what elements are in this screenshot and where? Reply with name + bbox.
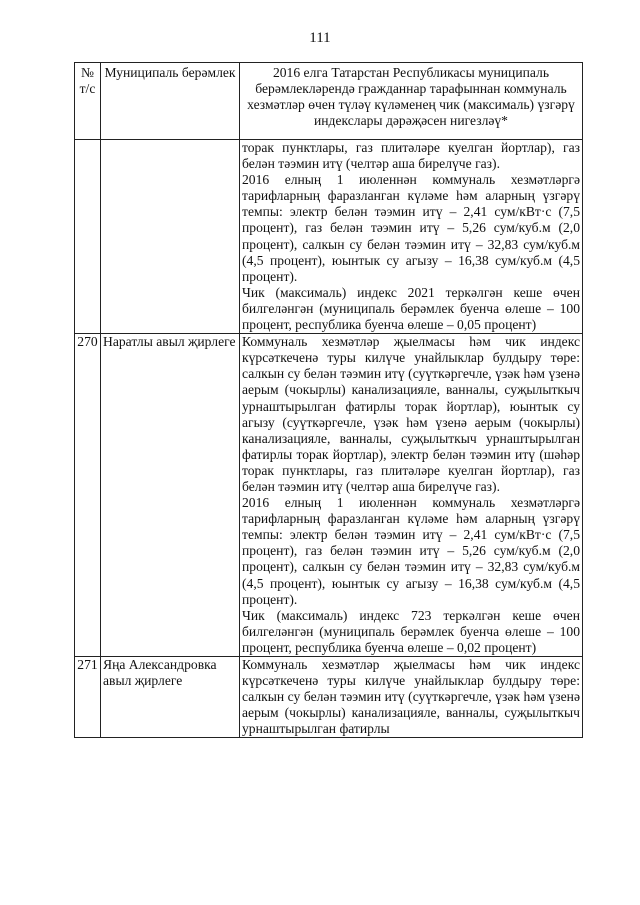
- header-num: № т/с: [75, 63, 101, 140]
- row-num: 270: [75, 334, 101, 657]
- paragraph: торак пунктлары, газ плитәләре куелган йортлар), газ белән тәэмин итү (челтәр аша бирелүче газ).: [242, 140, 580, 172]
- paragraph: Чик (максималь) индекс 2021 теркәлгән кеше өчен билгеләнгән (муниципаль берәмлек буенча өлеше – 100 процент, республика буенча өлеше – 0,05 процент): [242, 284, 580, 333]
- paragraph: 2016 елның 1 июленнән коммуналь хезмәтләргә тарифларның фаразланган күләме һәм аларның үзгәрү темпы: электр белән тәэмин итү – 2,41 сум/кВт·с (7,5 процент), газ белән тәэмин итү – 5,26 сум/куб.м (2,0 процент), салкын су белән тәэмин итү – 32,83 сум/куб.м (4,5 процент), юынтык су агызу – 16,38 сум/куб.м (4,5 процент).: [242, 495, 580, 607]
- paragraph: Чик (максималь) индекс 723 теркәлгән кеше өчен билгеләнгән (муниципаль берәмлек буенча өлеше – 100 процент, республика буенча өлеше – 0,02 процент): [242, 607, 580, 655]
- paragraph: Коммуналь хезмәтләр җыелмасы һәм чик индекс күрсәткеченә туры килүче унайлыклар булдыру төре: салкын су белән тәэмин итү (суүткәргечле, үзәк һәм үзенә аерым (чокырлы) канализацияле, ванналы, суҗылыткыч урнаштырылган фатирлы торак йортлар), юынтык су агызу (суүткәргечле, үзәк һәм үзенә аерым (чокырлы) канализацияле, ванналы, суҗылыткыч урнаштырылган фатирлы торак йортлар), электр белән тәэмин итү (шәһәр торак пунктлары, газ плитәләре куелган йортлар), газ белән тәэмин итү (челтәр аша бирелүче газ).: [242, 334, 580, 494]
- row-num: [75, 140, 101, 334]
- paragraph: 2016 елның 1 июленнән коммуналь хезмәтләргә тарифларның фаразланган күләме һәм аларның үзгәрү темпы: электр белән тәэмин итү – 2,41 сум/кВт·с (7,5 процент), газ белән тәэмин итү – 5,26 сум/куб.м (2,0 процент), салкын су белән тәэмин итү – 32,83 сум/куб.м (4,5 процент), юынтык су агызу – 16,38 сум/куб.м (4,5 процент).: [242, 172, 580, 284]
- table-header-row: [75, 63, 583, 140]
- row-municipality: [101, 140, 240, 334]
- paragraph: Коммуналь хезмәтләр җыелмасы һәм чик индекс күрсәткеченә туры килүче унайлыклар булдыру төре: салкын су белән тәэмин итү (суүткәргечле, үзәк һәм үзенә аерым (чокырлы) канализацияле, ванналы, суҗылыткыч урнаштырылган фатирлы: [242, 657, 580, 737]
- page-number: 111: [309, 30, 331, 46]
- table-row: [75, 140, 583, 334]
- header-municipality: Муниципаль берәмлек: [101, 63, 240, 140]
- row-description: [240, 140, 583, 334]
- row-num: 271: [75, 657, 101, 738]
- row-description: [240, 657, 583, 738]
- row-description: [240, 334, 583, 657]
- table-row: [75, 657, 583, 738]
- row-municipality: Наратлы авыл җирлеге: [101, 334, 240, 657]
- header-description: 2016 елга Татарстан Республикасы муниципаль берәмлекләрендә гражданнар тарафыннан коммуналь хезмәтләр өчен түләү күләменең чик (максималь) үзгәрү индекслары дәрәҗәсен нигезләү*: [240, 63, 583, 140]
- row-municipality: Яңа Александровка авыл җирлеге: [101, 657, 240, 738]
- table-row: [75, 334, 583, 657]
- municipal-index-table: [74, 62, 583, 738]
